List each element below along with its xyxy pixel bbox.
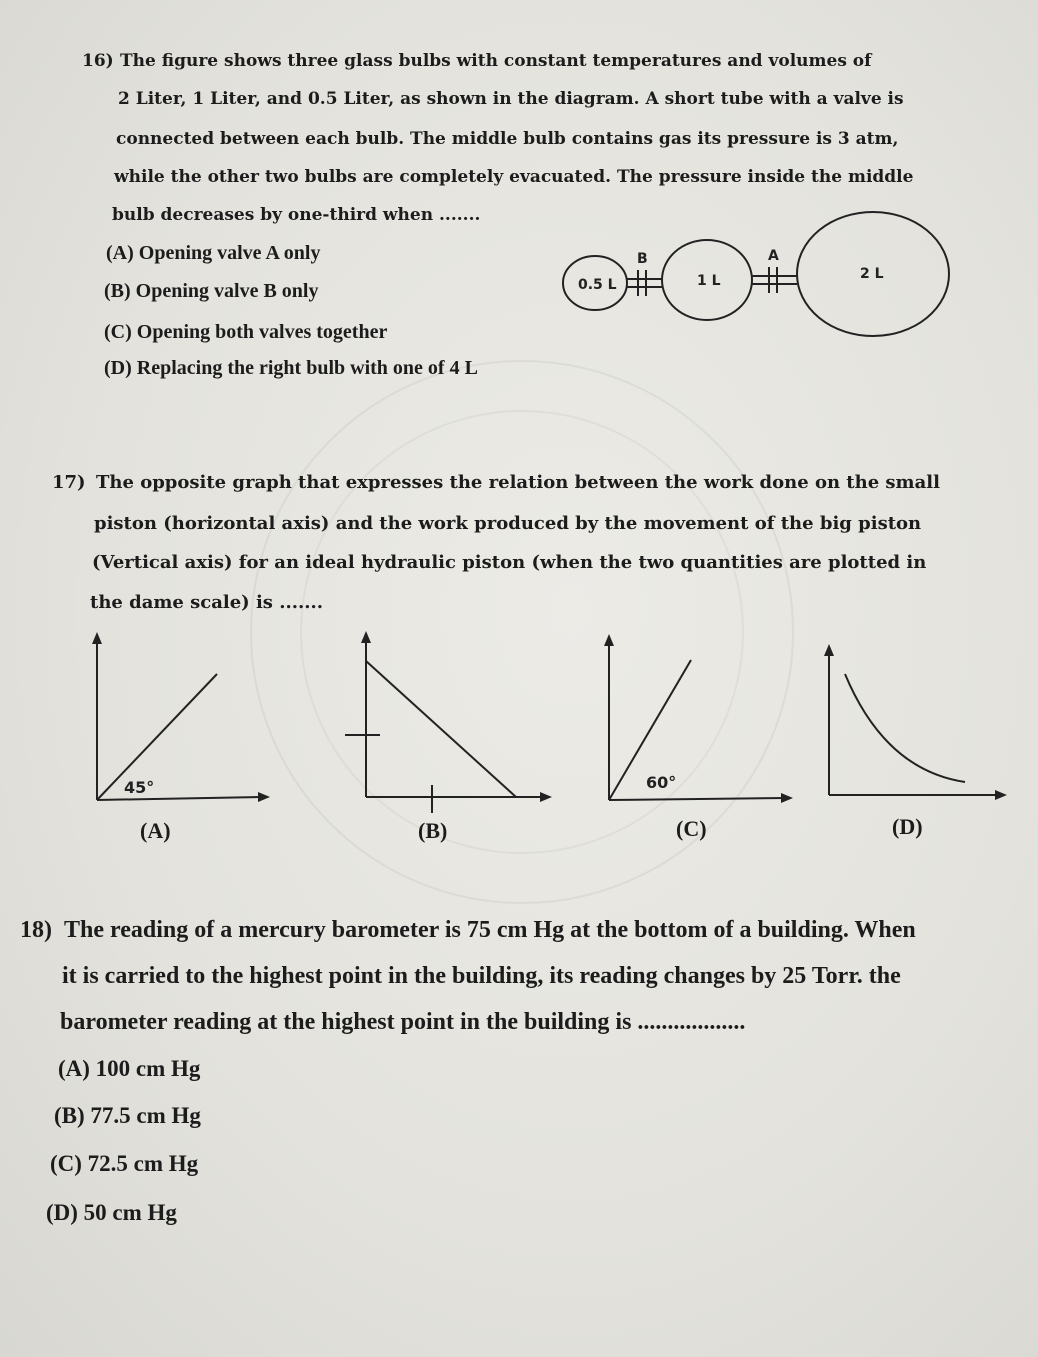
question-number: 16) xyxy=(82,51,114,71)
question-text-line: The reading of a mercury barometer is 75 cm Hg at the bottom of a building. When xyxy=(64,917,916,943)
graph-d-label: (D) xyxy=(892,814,923,839)
angle-label: 60° xyxy=(646,773,677,792)
question-text-line: connected between each bulb. The middle bulb contains gas its pressure is 3 atm, xyxy=(116,129,899,149)
option-d[interactable]: (D) 50 cm Hg xyxy=(46,1200,177,1225)
question-number: 18) xyxy=(20,917,52,943)
question-text-line: 2 Liter, 1 Liter, and 0.5 Liter, as shown in the diagram. A short tube with a valve is xyxy=(118,89,904,109)
graph-c[interactable] xyxy=(595,630,805,810)
option-a[interactable]: (A) Opening valve A only xyxy=(106,242,321,264)
question-text-line: bulb decreases by one-third when ....... xyxy=(112,205,481,225)
graph-c-label: (C) xyxy=(676,816,707,841)
question-text-line: The opposite graph that expresses the relation between the work done on the small xyxy=(96,472,940,493)
question-text-line: while the other two bulbs are completely evacuated. The pressure inside the middle xyxy=(114,167,914,187)
option-c[interactable]: (C) Opening both valves together xyxy=(104,321,388,343)
graph-a[interactable] xyxy=(80,630,280,810)
question-text-line: it is carried to the highest point in the building, its reading changes by 25 Torr. the xyxy=(62,963,901,989)
bulbs-diagram xyxy=(530,210,960,350)
option-c[interactable]: (C) 72.5 cm Hg xyxy=(50,1151,199,1176)
graph-line xyxy=(366,661,516,797)
option-b[interactable]: (B) 77.5 cm Hg xyxy=(54,1103,201,1128)
bulb-middle-label: 1 L xyxy=(697,273,721,289)
option-d[interactable]: (D) Replacing the right bulb with one of 4 L xyxy=(104,357,478,379)
option-b[interactable]: (B) Opening valve B only xyxy=(104,280,319,302)
graph-a-label: (A) xyxy=(140,818,171,843)
graph-b-label: (B) xyxy=(418,818,448,843)
question-text-line: piston (horizontal axis) and the work produced by the movement of the big piston xyxy=(94,513,922,534)
question-text-line: barometer reading at the highest point in the building is .................. xyxy=(60,1009,746,1035)
question-number: 17) xyxy=(52,472,86,493)
valve-a-label: A xyxy=(768,248,779,264)
option-a[interactable]: (A) 100 cm Hg xyxy=(58,1056,201,1081)
question-text-line: (Vertical axis) for an ideal hydraulic piston (when the two quantities are plotted in xyxy=(92,552,927,573)
graph-b[interactable] xyxy=(340,625,560,820)
bulb-large-label: 2 L xyxy=(860,266,884,282)
question-text-line: The figure shows three glass bulbs with constant temperatures and volumes of xyxy=(120,51,872,71)
question-text-line: the dame scale) is ....... xyxy=(90,592,324,613)
graph-curve xyxy=(845,674,965,782)
valve-b-label: B xyxy=(637,251,648,267)
graph-d[interactable] xyxy=(815,640,1015,810)
angle-label: 45° xyxy=(124,778,155,797)
graph-line xyxy=(97,674,217,800)
bulb-small-label: 0.5 L xyxy=(578,277,617,293)
